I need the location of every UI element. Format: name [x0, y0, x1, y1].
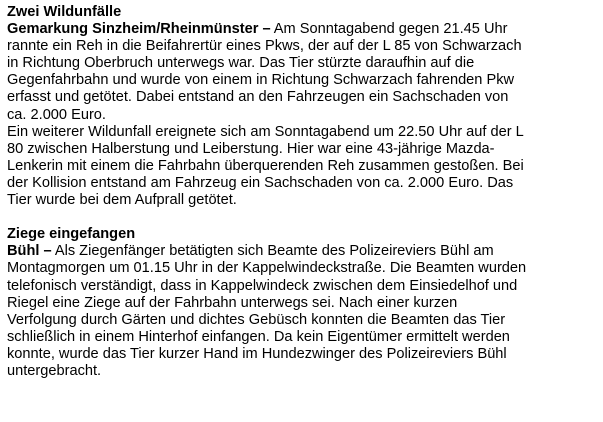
article-2-line-4: Riegel eine Ziege auf der Fahrbahn unterwegs sei. Nach einer kurzen — [7, 294, 458, 311]
document-page — [7, 4, 597, 380]
article-1-line-2: rannte ein Reh in die Beifahrertür eines Pkws, der auf der L 85 von Schwarzach — [7, 38, 522, 55]
article-1-line-9: Lenkerin mit einem die Fahrbahn überquerenden Reh zusammen gestoßen. Bei — [7, 157, 524, 174]
article-1-line-3: in Richtung Oberbruch unterwegs war. Das Tier stürzte daraufhin auf die — [7, 55, 475, 72]
article-1-heading: Zwei Wildunfälle — [7, 4, 122, 20]
article-2-line-3: telefonisch verständigt, dass in Kappelwindeck zwischen dem Einsiedelhof und — [7, 277, 518, 294]
article-1-text: Am Sonntagabend gegen 21.45 Uhr — [270, 21, 508, 38]
article-2-line-1 — [7, 243, 597, 260]
article-1-line-11: Tier wurde bei dem Aufprall getötet. — [7, 192, 237, 209]
article-1-line-7: Ein weiterer Wildunfall ereignete sich am Sonntagabend um 22.50 Uhr auf der L — [7, 123, 524, 140]
article-2-line-5: Verfolgung durch Gärten und dichtes Gebüsch konnten die Beamten das Tier — [7, 311, 506, 328]
article-2-text: Als Ziegenfänger betätigten sich Beamte des Polizeireviers Bühl am — [51, 243, 494, 260]
article-2-line-8: untergebracht. — [7, 362, 102, 379]
article-1-location: Gemarkung Sinzheim/Rheinmünster – — [7, 21, 271, 38]
article-1-line-8: 80 zwischen Halberstung und Leiberstung. Hier war eine 43-jährige Mazda- — [7, 140, 495, 157]
article-2-line-2: Montagmorgen um 01.15 Uhr in der Kappelwindeckstraße. Die Beamten wurden — [7, 260, 527, 277]
article-2-line-7: konnte, wurde das Tier kurzer Hand im Hundezwinger des Polizeireviers Bühl — [7, 345, 507, 362]
article-2-location: Bühl – — [7, 243, 52, 260]
article-1-line-1 — [7, 21, 597, 38]
article-1-line-10: der Kollision entstand am Fahrzeug ein Sachschaden von ca. 2.000 Euro. Das — [7, 174, 514, 191]
article-2-line-6: schließlich in einem Hinterhof einfangen. Da kein Eigentümer ermittelt werden — [7, 328, 510, 345]
article-1-line-4: Gegenfahrbahn und wurde von einem in Richtung Schwarzach fahrenden Pkw — [7, 72, 515, 89]
paragraph-spacer — [7, 209, 597, 226]
article-1-line-5: erfasst und getötet. Dabei entstand an den Fahrzeugen ein Sachschaden von — [7, 89, 509, 106]
article-1-line-6: ca. 2.000 Euro. — [7, 106, 106, 123]
article-2-heading: Ziege eingefangen — [7, 226, 136, 243]
